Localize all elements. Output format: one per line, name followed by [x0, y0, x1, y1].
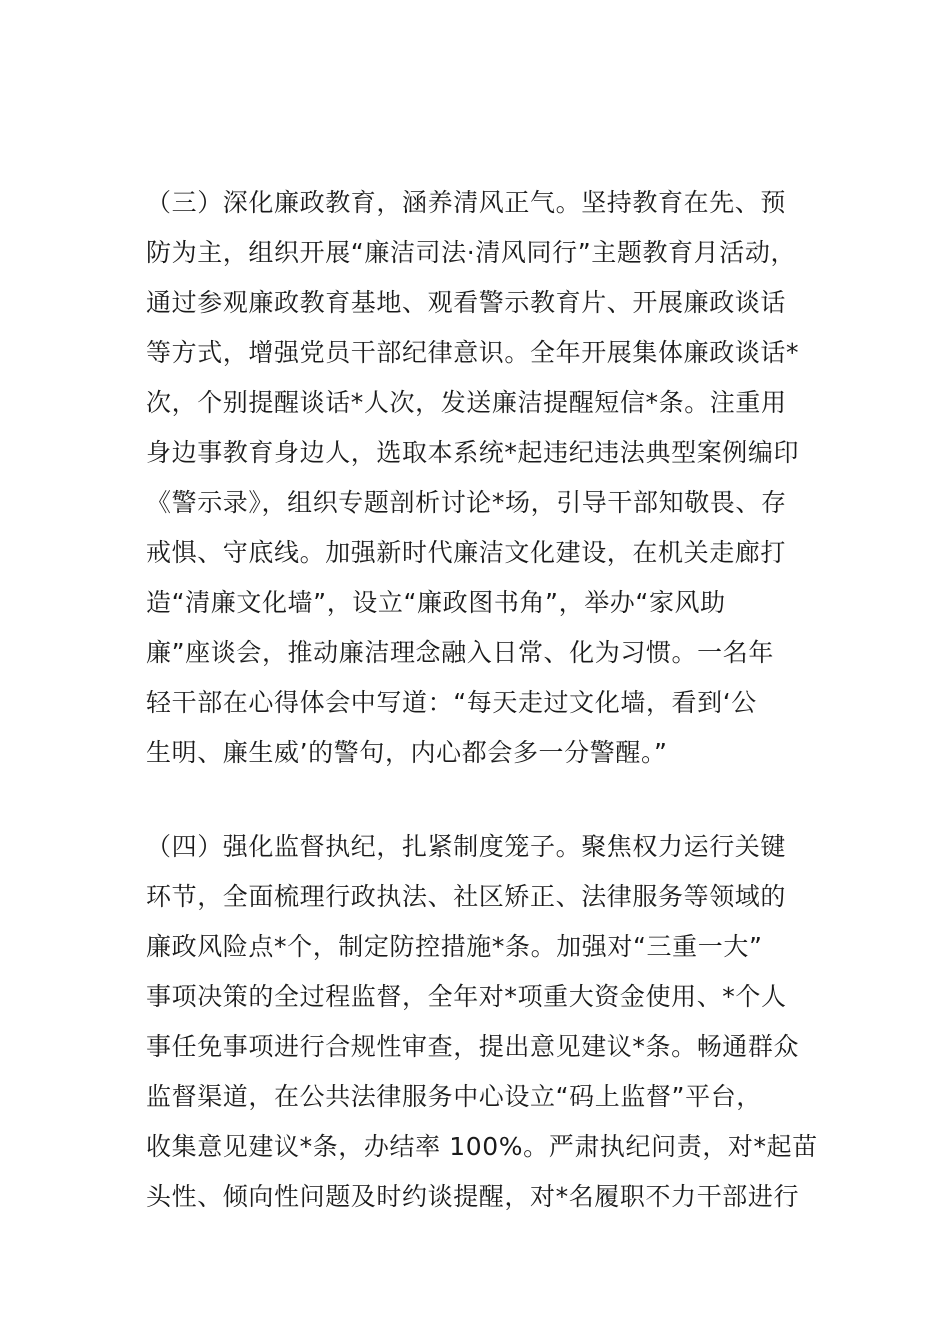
- paragraph-education: [146, 178, 826, 778]
- paragraph-line: （三）深化廉政教育，涵养清风正气。坚持教育在先、预: [146, 188, 787, 217]
- paragraph-line: 事项决策的全过程监督，全年对*项重大资金使用、*个人: [146, 982, 787, 1011]
- paragraph-line: 造“清廉文化墙”，设立“廉政图书角”，举办“家风助: [146, 588, 726, 617]
- paragraph-line: 廉政风险点*个，制定防控措施*条。加强对“三重一大”: [146, 932, 763, 961]
- paragraph-line: 通过参观廉政教育基地、观看警示教育片、开展廉政谈话: [146, 288, 787, 317]
- paragraph-line: 事任免事项进行合规性审查，提出意见建议*条。畅通群众: [146, 1032, 800, 1061]
- paragraph-line: 《警示录》，组织专题剖析讨论*场，引导干部知敬畏、存: [146, 488, 787, 517]
- paragraph-line: 头性、倾向性问题及时约谈提醒，对*名履职不力干部进行: [146, 1182, 800, 1211]
- paragraph-line: 廉”座谈会，推动廉洁理念融入日常、化为习惯。一名年: [146, 638, 774, 667]
- paragraph-line: 环节，全面梳理行政执法、社区矫正、法律服务等领域的: [146, 882, 787, 911]
- paragraph-line: 次，个别提醒谈话*人次，发送廉洁提醒短信*条。注重用: [146, 388, 787, 417]
- paragraph-line: 身边事教育身边人，选取本系统*起违纪违法典型案例编印: [146, 438, 800, 467]
- paragraph-line: 轻干部在心得体会中写道：“每天走过文化墙，看到‘公: [146, 688, 757, 717]
- paragraph-line: 戒惧、守底线。加强新时代廉洁文化建设，在机关走廊打: [146, 538, 787, 567]
- paragraph-line: 等方式，增强党员干部纪律意识。全年开展集体廉政谈话*: [146, 338, 800, 367]
- paragraph-line: 监督渠道，在公共法律服务中心设立“码上监督”平台，: [146, 1082, 762, 1111]
- paragraph-line: （四）强化监督执纪，扎紧制度笼子。聚焦权力运行关键: [146, 832, 787, 861]
- paragraph-line: 生明、廉生威’的警句，内心都会多一分警醒。”: [146, 738, 668, 767]
- paragraph-line: 收集意见建议*条，办结率 100%。严肃执纪问责，对*起苗: [146, 1132, 818, 1161]
- paragraph-supervision: [146, 822, 826, 1222]
- paragraph-line: 防为主，组织开展“廉洁司法·清风同行”主题教育月活动，: [146, 238, 797, 267]
